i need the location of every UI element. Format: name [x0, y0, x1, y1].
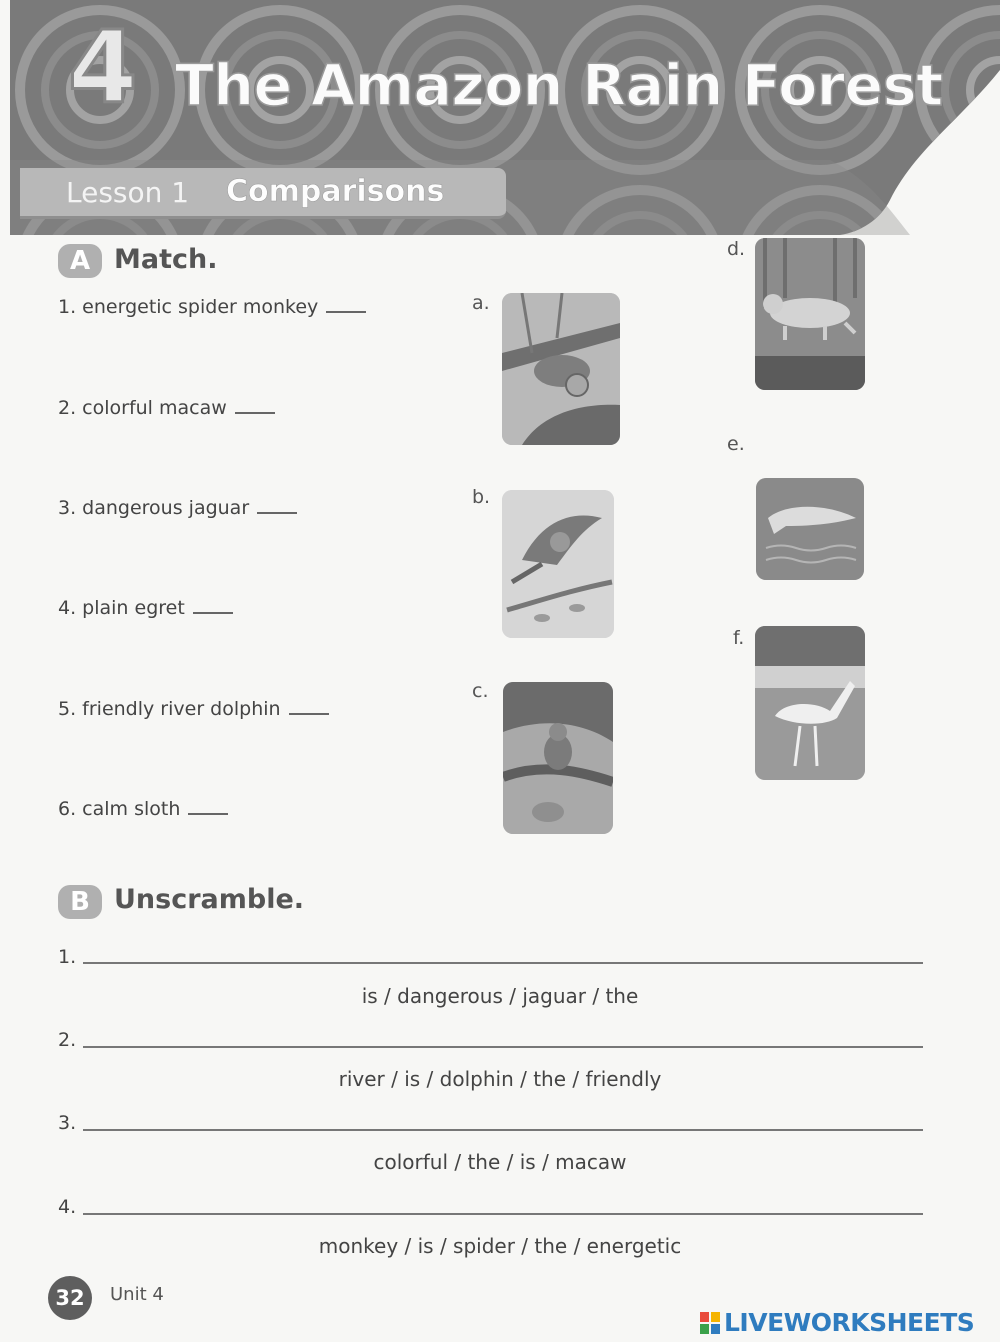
unscramble-words-1: is / dangerous / jaguar / the — [361, 984, 639, 1008]
section-a-badge: A — [58, 244, 102, 278]
footer-unit-label: Unit 4 — [110, 1284, 164, 1305]
lesson-bar — [20, 168, 506, 219]
match-item-4 — [58, 597, 233, 619]
lesson-name: Comparisons — [226, 174, 445, 209]
section-b-title: Unscramble. — [114, 884, 305, 915]
page-number: 32 — [48, 1276, 92, 1320]
unscramble-words-3: colorful / the / is / macaw — [373, 1150, 627, 1174]
macaw-picture — [502, 490, 614, 638]
match-item-text: 1. energetic spider monkey — [58, 296, 319, 318]
section-b-badge: B — [58, 885, 102, 919]
section-a-title: Match. — [114, 244, 218, 275]
lesson-label: Lesson 1 — [66, 176, 190, 209]
answer-blank[interactable] — [235, 412, 275, 414]
match-item-text: 6. calm sloth — [58, 798, 181, 820]
picture-letter-b: b. — [472, 486, 491, 508]
answer-blank[interactable] — [257, 512, 297, 514]
match-item-6 — [58, 798, 228, 820]
match-item-5 — [58, 698, 329, 720]
picture-letter-d: d. — [727, 238, 746, 260]
unit-header — [10, 0, 1000, 235]
unscramble-answer-line-1[interactable] — [83, 962, 923, 964]
unscramble-number-4: 4. — [58, 1196, 77, 1218]
liveworksheets-logo[interactable] — [700, 1308, 974, 1338]
answer-blank[interactable] — [188, 813, 228, 815]
answer-blank[interactable] — [289, 713, 329, 715]
unscramble-answer-line-3[interactable] — [83, 1129, 923, 1131]
match-item-text: 2. colorful macaw — [58, 397, 227, 419]
monkey-picture — [503, 682, 613, 834]
unscramble-number-2: 2. — [58, 1029, 77, 1051]
picture-letter-c: c. — [472, 680, 489, 702]
match-item-text: 4. plain egret — [58, 597, 185, 619]
match-item-text: 3. dangerous jaguar — [58, 497, 250, 519]
unscramble-words-4: monkey / is / spider / the / energetic — [318, 1234, 682, 1258]
liveworksheets-logo-icon — [700, 1312, 720, 1334]
picture-letter-e: e. — [727, 433, 745, 455]
unscramble-words-2: river / is / dolphin / the / friendly — [338, 1067, 662, 1091]
jaguar-picture — [755, 238, 865, 390]
match-item-text: 5. friendly river dolphin — [58, 698, 281, 720]
unit-number: 4 — [68, 9, 136, 126]
unscramble-answer-line-2[interactable] — [83, 1046, 923, 1048]
unscramble-number-3: 3. — [58, 1112, 77, 1134]
match-item-3 — [58, 497, 297, 519]
match-item-2 — [58, 397, 275, 419]
answer-blank[interactable] — [326, 311, 366, 313]
unscramble-number-1: 1. — [58, 946, 77, 968]
liveworksheets-logo-text: LIVEWORKSHEETS — [724, 1308, 975, 1337]
dolphin-picture — [756, 478, 864, 580]
match-item-1 — [58, 296, 366, 318]
unit-title: The Amazon Rain Forest — [175, 53, 943, 119]
egret-picture — [755, 626, 865, 780]
answer-blank[interactable] — [193, 612, 233, 614]
unscramble-answer-line-4[interactable] — [83, 1213, 923, 1215]
picture-letter-a: a. — [472, 292, 490, 314]
picture-letter-f: f. — [733, 627, 745, 649]
sloth-picture — [502, 293, 620, 445]
